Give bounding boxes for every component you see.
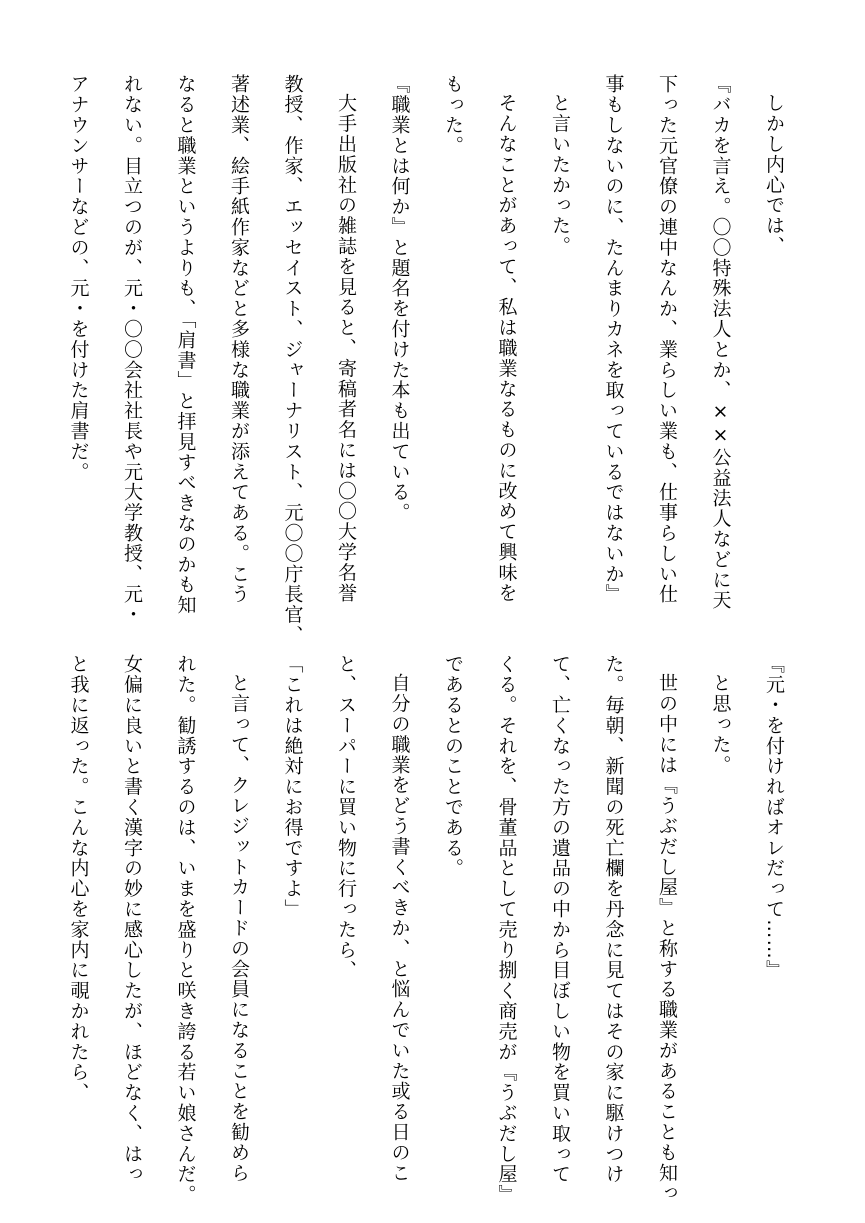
text-line: と言って、クレジットカードの会員になることを勧めら [228, 673, 250, 1183]
text-line: 下った元官僚の連中なんか、業らしい業も、仕事らしい仕 [656, 74, 678, 605]
text-block-bottom [67, 654, 800, 1205]
text-line: なると職業というよりも、「肩書」と拝見すべきなのかも知 [174, 74, 197, 616]
text-line: アナウンサーなどの、元・を付けた肩書だ。 [67, 74, 90, 482]
text-line: 女偏に良いと書く漢字の妙に感心したが、ほどなく、はっ [121, 654, 143, 1185]
text-line: 著述業、絵手紙作家などと多様な職業が添えてある。こう [228, 74, 250, 605]
text-block-top [67, 74, 800, 646]
text-line: 『バカを言え。〇〇特殊法人とか、××公益法人などに天 [709, 74, 732, 611]
text-line: て、亡くなった方の遺品の中から目ぼしい物を買い取って [549, 654, 571, 1185]
text-line: 教授、作家、エッセイスト、ジャーナリスト、元〇〇庁長官、 [281, 74, 304, 646]
text-line: しかし内心では、 [763, 93, 785, 257]
text-line: 『職業とは何か』と題名を付けた本も出ている。 [388, 74, 411, 523]
text-line: れない。目立つのが、元・〇〇会社社長や元大学教授、元・ [121, 74, 143, 625]
text-line: と我に返った。こんな内心を家内に覗かれたら、 [67, 654, 90, 1103]
text-line: そんなことがあって、私は職業なるものに改めて興味を [495, 93, 518, 603]
text-line: た。毎朝、新聞の死亡欄を丹念に見てはその家に駆けつけ [602, 654, 625, 1185]
text-line: 「これは絶対にお得ですよ」 [281, 654, 304, 920]
text-line: と、スーパーに買い物に行ったら、 [335, 654, 357, 981]
text-line: と思った。 [709, 673, 732, 775]
text-line: 大手出版社の雑誌を見ると、寄稿者名には〇〇大学名誉 [335, 93, 357, 603]
text-line: 事もしないのに、たんまりカネを取っているではないか』 [602, 74, 625, 605]
text-line: 『元・を付ければオレだって……』 [763, 654, 785, 981]
text-line: と言いたかった。 [549, 93, 571, 257]
text-line: 世の中には『うぶだし屋』と称する職業があることも知っ [656, 673, 678, 1204]
text-line: もった。 [442, 74, 464, 156]
text-line: 自分の職業をどう書くべきか、と悩んでいた或る日のこ [388, 673, 411, 1183]
text-line: であるとのことである。 [442, 654, 464, 879]
text-line: くる。それを、骨董品として売り捌く商売が『うぶだし屋』 [495, 654, 518, 1205]
text-line: れた。勧誘するのは、いまを盛りと咲き誇る若い娘さんだ。 [174, 654, 197, 1205]
